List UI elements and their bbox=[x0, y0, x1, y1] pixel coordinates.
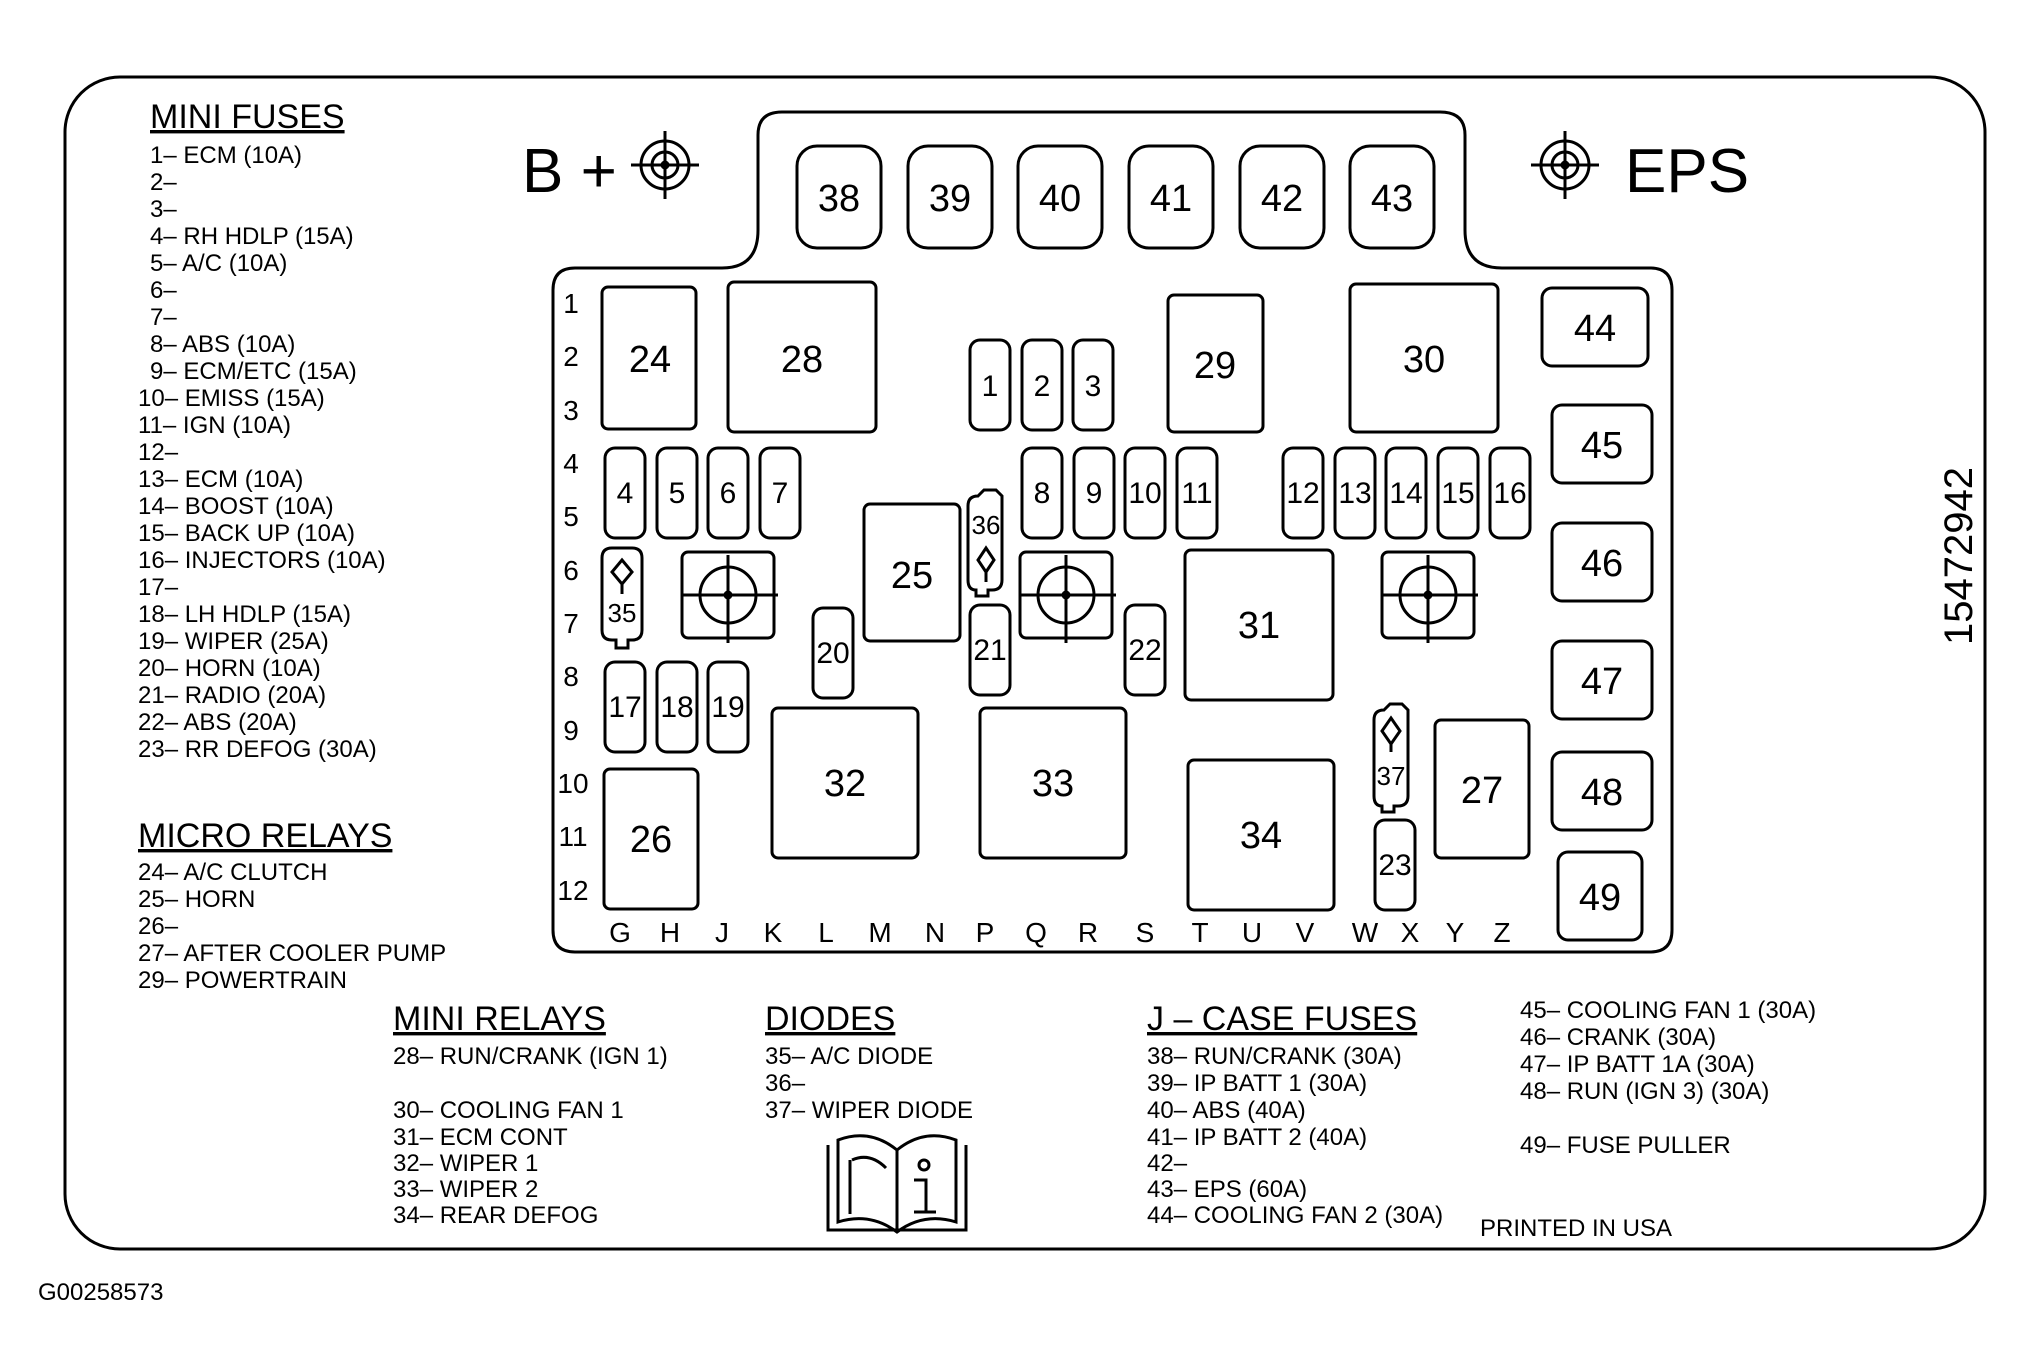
row-label: 3 bbox=[563, 395, 579, 426]
diodes-heading: DIODES bbox=[765, 1000, 896, 1038]
relay-label: 28 bbox=[780, 339, 824, 381]
legend-item: 8– ABS (10A) bbox=[150, 331, 296, 358]
side-jcase-fuses bbox=[1542, 288, 1652, 940]
fuse-label: 49 bbox=[1578, 877, 1622, 919]
legend-item: 27– AFTER COOLER PUMP bbox=[138, 940, 447, 967]
mini-fuse-label: 18 bbox=[660, 691, 694, 724]
diodes-list bbox=[765, 1043, 973, 1124]
relay-label: 32 bbox=[823, 763, 867, 805]
legend-item: 19– WIPER (25A) bbox=[138, 628, 329, 655]
legend-item: 35– A/C DIODE bbox=[765, 1043, 934, 1070]
mini-fuse-label: 2 bbox=[1033, 370, 1051, 403]
legend-item: 6– bbox=[150, 277, 177, 304]
legend-item: 9– ECM/ETC (15A) bbox=[150, 358, 357, 385]
legend-item: 16– INJECTORS (10A) bbox=[138, 547, 386, 574]
legend-item: 38– RUN/CRANK (30A) bbox=[1147, 1043, 1402, 1070]
column-label: P bbox=[975, 917, 995, 948]
mini-fuse-label: 1 bbox=[981, 370, 999, 403]
legend-item: 3– bbox=[150, 196, 177, 223]
row-label: 8 bbox=[563, 661, 579, 692]
legend-item: 37– WIPER DIODE bbox=[765, 1097, 974, 1124]
top-jcase-fuses bbox=[797, 146, 1434, 248]
column-label: N bbox=[924, 917, 946, 948]
column-label: U bbox=[1241, 917, 1263, 948]
row-label: 9 bbox=[563, 715, 579, 746]
legend-item: 2– bbox=[150, 169, 177, 196]
mini-fuse-label: 20 bbox=[816, 637, 850, 670]
legend-item: 5– A/C (10A) bbox=[150, 250, 288, 277]
diode-label: 35 bbox=[607, 598, 637, 628]
row-labels bbox=[557, 288, 588, 906]
row-label: 7 bbox=[563, 608, 579, 639]
legend-item: 49– FUSE PULLER bbox=[1520, 1132, 1731, 1159]
legend-item: 31– ECM CONT bbox=[393, 1124, 568, 1151]
legend-item: 28– RUN/CRANK (IGN 1) bbox=[393, 1043, 668, 1070]
micro-relays-list bbox=[138, 859, 446, 994]
relay-label: 24 bbox=[628, 339, 672, 381]
fuse-label: 38 bbox=[817, 178, 861, 220]
figure-id: G00258573 bbox=[38, 1279, 164, 1306]
fuse-label: 46 bbox=[1580, 543, 1624, 585]
legend-item: 4– RH HDLP (15A) bbox=[150, 223, 354, 250]
right-fuse-list bbox=[1520, 997, 1816, 1159]
legend-item: 42– bbox=[1147, 1150, 1188, 1177]
mini-fuse-label: 13 bbox=[1338, 477, 1372, 510]
row-label: 12 bbox=[557, 875, 589, 906]
mini-fuse-label: 21 bbox=[973, 634, 1007, 667]
row-label: 1 bbox=[563, 288, 579, 319]
mini-fuse-label: 16 bbox=[1493, 477, 1527, 510]
relay-label: 29 bbox=[1193, 345, 1237, 387]
row-label: 6 bbox=[563, 555, 579, 586]
column-label: G bbox=[609, 917, 631, 948]
printed-in-usa: PRINTED IN USA bbox=[1480, 1215, 1673, 1242]
legend-item: 24– A/C CLUTCH bbox=[138, 859, 328, 886]
column-label: T bbox=[1191, 917, 1209, 948]
mini-fuses-heading: MINI FUSES bbox=[150, 98, 345, 136]
legend-item: 15– BACK UP (10A) bbox=[138, 520, 355, 547]
jcase-fuses-heading: J – CASE FUSES bbox=[1147, 1000, 1418, 1038]
relay-label: 33 bbox=[1031, 763, 1075, 805]
column-label: L bbox=[818, 917, 834, 948]
legend-item: 26– bbox=[138, 913, 179, 940]
mini-fuse-label: 17 bbox=[608, 691, 642, 724]
column-label: S bbox=[1135, 917, 1155, 948]
row-label: 5 bbox=[563, 501, 579, 532]
legend-item: 44– COOLING FAN 2 (30A) bbox=[1147, 1202, 1444, 1229]
column-label: V bbox=[1295, 917, 1315, 948]
column-label: M bbox=[868, 917, 892, 948]
column-label: X bbox=[1400, 917, 1420, 948]
legend-item: 11– IGN (10A) bbox=[138, 412, 291, 439]
fuse-label: 45 bbox=[1580, 425, 1624, 467]
legend-item: 17– bbox=[138, 574, 179, 601]
mini-fuse-label: 12 bbox=[1286, 477, 1320, 510]
legend-item: 39– IP BATT 1 (30A) bbox=[1147, 1070, 1368, 1097]
mounting-bolt-icon bbox=[1020, 552, 1116, 643]
mini-fuse-label: 22 bbox=[1128, 634, 1162, 667]
relay-label: 31 bbox=[1237, 605, 1281, 647]
diode-label: 36 bbox=[971, 510, 1001, 540]
eps-terminal-icon bbox=[1531, 131, 1599, 199]
relay-label: 25 bbox=[890, 555, 934, 597]
row-label: 10 bbox=[557, 768, 589, 799]
b-plus-label: B + bbox=[522, 137, 617, 206]
mini-relays-heading: MINI RELAYS bbox=[393, 1000, 606, 1038]
owners-manual-icon bbox=[828, 1136, 966, 1232]
legend-item: 33– WIPER 2 bbox=[393, 1176, 539, 1203]
fuse-label: 43 bbox=[1370, 178, 1414, 220]
legend-item: 34– REAR DEFOG bbox=[393, 1202, 599, 1229]
fuse-label: 44 bbox=[1573, 308, 1617, 350]
jcase-fuses-list bbox=[1147, 1043, 1443, 1229]
row-label: 2 bbox=[563, 341, 579, 372]
legend-item: 29– POWERTRAIN bbox=[138, 967, 347, 994]
relay-label: 27 bbox=[1460, 770, 1504, 812]
legend-item: 30– COOLING FAN 1 bbox=[393, 1097, 624, 1124]
mini-fuse-label: 23 bbox=[1378, 849, 1412, 882]
column-label: W bbox=[1351, 917, 1379, 948]
legend-item: 18– LH HDLP (15A) bbox=[138, 601, 351, 628]
mini-fuse-label: 3 bbox=[1084, 370, 1102, 403]
column-label: R bbox=[1077, 917, 1099, 948]
mini-fuse-label: 15 bbox=[1441, 477, 1475, 510]
legend-item: 47– IP BATT 1A (30A) bbox=[1520, 1051, 1755, 1078]
legend-item: 45– COOLING FAN 1 (30A) bbox=[1520, 997, 1817, 1024]
fuse-label: 41 bbox=[1149, 178, 1193, 220]
legend-item: 22– ABS (20A) bbox=[138, 709, 297, 736]
legend-item: 1– ECM (10A) bbox=[150, 142, 303, 169]
mounting-bolt-icon bbox=[682, 552, 778, 643]
column-label: Z bbox=[1493, 917, 1511, 948]
fuse-label: 39 bbox=[928, 178, 972, 220]
diode-label: 37 bbox=[1376, 761, 1406, 791]
legend-item: 36– bbox=[765, 1070, 806, 1097]
legend-item: 13– ECM (10A) bbox=[138, 466, 304, 493]
eps-label: EPS bbox=[1625, 137, 1750, 206]
b-plus-terminal-icon bbox=[631, 131, 699, 199]
relay-label: 30 bbox=[1402, 339, 1446, 381]
fuse-label: 40 bbox=[1038, 178, 1082, 220]
micro-relays-heading: MICRO RELAYS bbox=[138, 817, 393, 855]
column-label: Y bbox=[1445, 917, 1465, 948]
column-label: Q bbox=[1025, 917, 1047, 948]
legend-item: 40– ABS (40A) bbox=[1147, 1097, 1306, 1124]
legend-item: 12– bbox=[138, 439, 179, 466]
mini-fuse-label: 14 bbox=[1389, 477, 1423, 510]
mounting-bolt-icon bbox=[1382, 552, 1478, 643]
relay-label: 26 bbox=[629, 819, 673, 861]
mini-relays-list bbox=[393, 1043, 668, 1229]
mini-fuse-label: 19 bbox=[711, 691, 745, 724]
column-label: K bbox=[763, 917, 783, 948]
legend-item: 43– EPS (60A) bbox=[1147, 1176, 1308, 1203]
legend-item: 46– CRANK (30A) bbox=[1520, 1024, 1717, 1051]
legend-item: 48– RUN (IGN 3) (30A) bbox=[1520, 1078, 1770, 1105]
mini-fuse-label: 6 bbox=[719, 477, 737, 510]
row-label: 11 bbox=[558, 821, 588, 852]
row-label: 4 bbox=[563, 448, 579, 479]
mini-fuse-label: 7 bbox=[771, 477, 789, 510]
column-labels bbox=[609, 917, 1510, 948]
mini-fuse-label: 11 bbox=[1181, 477, 1213, 510]
legend-item: 20– HORN (10A) bbox=[138, 655, 321, 682]
column-label: J bbox=[715, 917, 729, 948]
mini-fuses-list bbox=[138, 142, 386, 763]
mini-fuse-label: 5 bbox=[668, 477, 686, 510]
legend-item: 32– WIPER 1 bbox=[393, 1150, 539, 1177]
mini-fuse-label: 8 bbox=[1033, 477, 1051, 510]
part-number: 15472942 bbox=[1937, 467, 1981, 645]
fuse-label: 47 bbox=[1580, 661, 1624, 703]
legend-item: 14– BOOST (10A) bbox=[138, 493, 334, 520]
legend-item: 10– EMISS (15A) bbox=[138, 385, 325, 412]
fuse-label: 48 bbox=[1580, 772, 1624, 814]
legend-item: 41– IP BATT 2 (40A) bbox=[1147, 1124, 1368, 1151]
legend-item: 21– RADIO (20A) bbox=[138, 682, 327, 709]
legend-item: 7– bbox=[150, 304, 177, 331]
relay-label: 34 bbox=[1239, 815, 1283, 857]
legend-item: 23– RR DEFOG (30A) bbox=[138, 736, 377, 763]
mini-fuse-label: 9 bbox=[1085, 477, 1103, 510]
mini-fuse-label: 4 bbox=[616, 477, 634, 510]
column-label: H bbox=[659, 917, 681, 948]
fuse-label: 42 bbox=[1260, 178, 1304, 220]
mounting-bolts bbox=[682, 552, 1478, 643]
mini-fuse-label: 10 bbox=[1128, 477, 1162, 510]
legend-item: 25– HORN bbox=[138, 886, 256, 913]
